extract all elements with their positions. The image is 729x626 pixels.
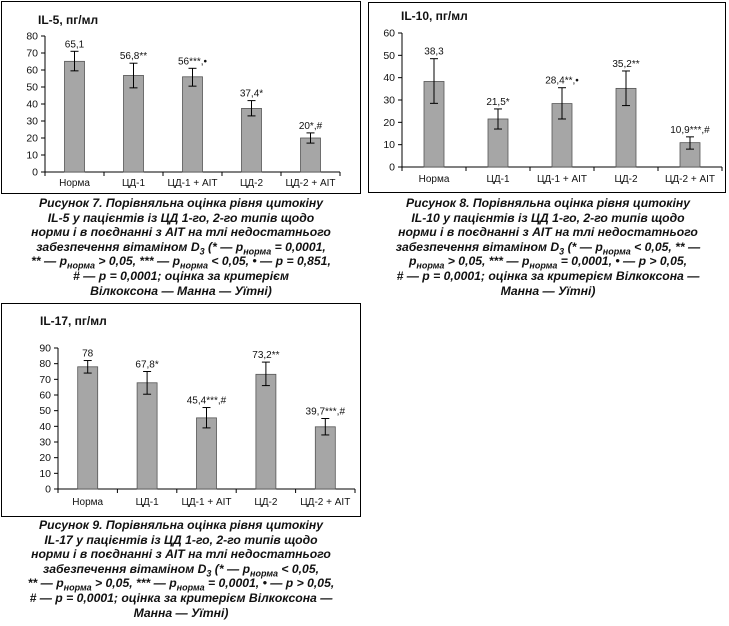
- y-tick-label: 20: [39, 452, 51, 465]
- bar: [242, 108, 262, 172]
- y-tick-label: 0: [32, 166, 38, 179]
- y-tick-label: 0: [45, 483, 51, 496]
- bar: [65, 61, 85, 172]
- figure-8-caption-line7: Манна — Уїтні): [500, 283, 596, 298]
- x-category-label: ЦД-1 + АІТ: [167, 178, 218, 189]
- figure-7-caption-line7: Вілкоксона — Манна — Уїтні): [90, 283, 272, 298]
- y-tick-label: 20: [26, 132, 38, 145]
- y-tick-label: 30: [26, 115, 38, 128]
- figure-8-caption-line1: Рисунок 8. Порівняльна оцінка рівня цитокіну: [406, 196, 690, 210]
- figure-8-panel: [367, 0, 729, 300]
- data-label: 67,8*: [135, 359, 159, 371]
- bar: [315, 427, 335, 489]
- y-tick-label: 50: [39, 405, 51, 418]
- y-tick-label: 30: [383, 94, 395, 107]
- figure-7-caption: [4, 196, 358, 298]
- x-category-label: ЦД-2 + АІТ: [664, 174, 716, 185]
- y-tick-label: 50: [26, 81, 38, 94]
- bar: [256, 374, 276, 489]
- data-label: 65,1: [64, 39, 85, 51]
- bar: [137, 383, 157, 489]
- chart-title: IL-10, пг/мл: [401, 9, 468, 23]
- x-category-label: Норма: [59, 178, 90, 189]
- data-label: 73,2**: [252, 350, 280, 362]
- data-label: 35,2**: [612, 58, 640, 70]
- x-category-label: ЦД-1: [121, 178, 146, 189]
- data-label: 78: [82, 348, 94, 360]
- y-tick-label: 40: [39, 420, 51, 433]
- figure-9-caption-line3: норми і в поєднанні з АІТ на тлі недостатнього: [31, 547, 331, 562]
- y-tick-label: 40: [383, 72, 395, 85]
- figure-7-caption-line5: ** — $p_{норма} > 0,05$, *** — $p_{норма} < 0,05$, • — p = 0,851,: [31, 254, 331, 271]
- figure-7-caption-line6: # — p = 0,0001; оцінка за критерієм: [73, 268, 289, 283]
- y-tick-label: 30: [39, 436, 51, 449]
- y-tick-label: 10: [39, 467, 51, 480]
- y-tick-label: 40: [26, 98, 38, 111]
- data-label: 45,4***,#: [186, 395, 227, 407]
- x-category-label: Норма: [418, 174, 450, 185]
- y-tick-label: 10: [383, 139, 395, 152]
- y-tick-label: 20: [383, 116, 395, 129]
- bar: [183, 77, 203, 172]
- y-tick-label: 50: [383, 49, 395, 62]
- figure-9-caption-line5: ** — $p_{норма} > 0,05$, *** — $p_{норма} = 0,0001$, • — p > 0,05,: [27, 576, 335, 593]
- chart-title: IL-5, пг/мл: [38, 13, 99, 27]
- y-tick-label: 70: [26, 47, 38, 60]
- figure-8-caption-line4: забезпечення вітаміном $D_3$ (* — $p_{норма} < 0,05$, ** —: [395, 239, 701, 257]
- bar: [78, 367, 98, 489]
- x-category-label: ЦД-1: [486, 174, 510, 185]
- x-category-label: ЦД-2 + АІТ: [285, 178, 336, 189]
- data-label: 38,3: [424, 46, 444, 58]
- data-label: 56,8**: [119, 51, 148, 63]
- figure-8-caption-line5: $p_{норма} > 0,05$, *** — $p_{норма} = 0,0001$, • — p > 0,05,: [408, 254, 688, 271]
- figure-7-caption-line1: Рисунок 7. Порівняльна оцінка рівня цитокіну: [39, 196, 323, 210]
- data-label: 10,9***,#: [670, 124, 710, 136]
- bar: [124, 75, 144, 172]
- data-label: 21,5*: [486, 96, 510, 108]
- y-tick-label: 90: [39, 342, 51, 355]
- y-tick-label: 80: [39, 358, 51, 371]
- data-label: 37,4*: [239, 88, 264, 100]
- figure-7-caption-line2: IL-5 у пацієнтів із ЦД 1-го, 2-го типів щодо: [47, 210, 315, 225]
- figure-8-caption: [371, 196, 725, 298]
- y-tick-label: 0: [389, 161, 395, 174]
- data-label: 28,4**,•: [545, 75, 579, 87]
- figure-9-caption-line1: Рисунок 9. Порівняльна оцінка рівня цитокіну: [39, 518, 323, 532]
- il5-chart: [0, 0, 362, 195]
- figure-8-caption-line3: норми і в поєднанні з АІТ на тлі недостатнього: [398, 225, 698, 240]
- x-category-label: ЦД-1: [135, 497, 159, 508]
- figure-9-caption-line4: забезпечення вітаміном $D_3$ (* — $p_{норма} < 0,05$,: [43, 561, 319, 579]
- x-category-label: ЦД-2 + АІТ: [300, 497, 351, 508]
- figure-8-caption-line2: IL-10 у пацієнтів із ЦД 1-го, 2-го типів щодо: [411, 210, 685, 225]
- il10-chart: [367, 0, 729, 195]
- chart-title: IL-17, пг/мл: [40, 314, 107, 328]
- figure-7-caption-line3: норми і в поєднанні з АІТ на тлі недостатнього: [31, 225, 331, 240]
- y-tick-label: 60: [39, 389, 51, 402]
- data-label: 39,7***,#: [305, 406, 346, 418]
- figure-9-panel: [0, 303, 362, 626]
- x-category-label: ЦД-2: [614, 174, 638, 185]
- y-tick-label: 60: [26, 64, 38, 77]
- figure-9-caption-line6: # — p = 0,0001; оцінка за критерієм Вілкоксона —: [29, 590, 333, 605]
- y-tick-label: 60: [383, 27, 395, 40]
- figure-7-caption-line4: забезпечення вітаміном $D_3$ (* — $p_{норма} = 0,0001$,: [36, 239, 326, 257]
- figure-9-caption-line2: IL-17 у пацієнтів із ЦД 1-го, 2-го типів щодо: [44, 532, 318, 547]
- y-tick-label: 70: [39, 373, 51, 386]
- x-category-label: ЦД-2: [239, 178, 264, 189]
- figure-8-caption-line6: # — p = 0,0001; оцінка за критерієм Вілкоксона —: [396, 268, 700, 283]
- data-label: 20*,#: [298, 120, 323, 132]
- y-tick-label: 10: [26, 149, 38, 162]
- figure-7-panel: [0, 0, 362, 300]
- il17-chart: [0, 303, 362, 517]
- x-category-label: ЦД-1 + АІТ: [181, 497, 232, 508]
- data-label: 56***,•: [177, 56, 208, 68]
- figure-9-caption-line7: Манна — Уїтні): [133, 605, 229, 620]
- y-tick-label: 80: [26, 30, 38, 43]
- x-category-label: ЦД-2: [254, 497, 278, 508]
- figure-9-caption: [4, 518, 358, 620]
- x-category-label: ЦД-1 + АІТ: [536, 174, 588, 185]
- bar: [197, 418, 217, 489]
- x-category-label: Норма: [72, 497, 104, 508]
